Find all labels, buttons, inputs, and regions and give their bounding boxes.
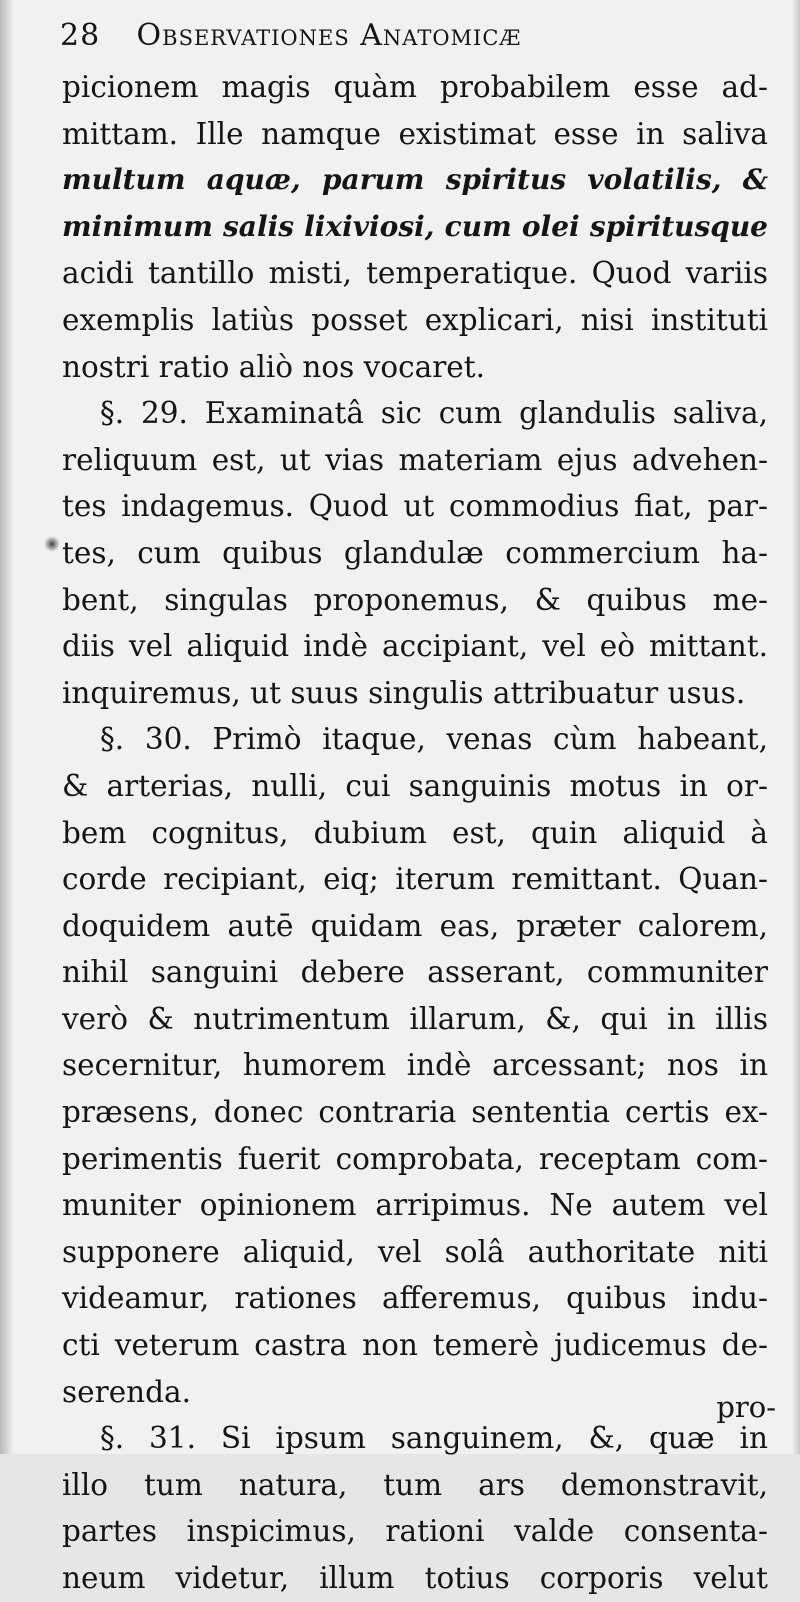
text-line: serenda. — [62, 1374, 192, 1409]
text-line: præsens, donec contraria sententia certis ex- — [62, 1095, 768, 1130]
text-line: tes indagemus. Quod ut commodius fiat, par- — [62, 489, 768, 524]
text-line: supponere aliquid, vel solâ authoritate niti — [62, 1234, 768, 1269]
section-31-start: §. 31. Si ipsum sanguinem, &, quæ in — [100, 1421, 768, 1456]
running-title: Observationes Anatomicæ — [136, 18, 522, 53]
text-line: nostri ratio aliò nos vocaret. — [62, 349, 485, 384]
text-line: & arterias, nulli, cui sanguinis motus in or- — [62, 768, 768, 803]
page-number: 28 — [60, 18, 101, 53]
text-line: inquiremus, ut suus singulis attribuatur usus. — [62, 675, 746, 710]
text-line: cti veterum castra non temerè judicemus de- — [62, 1328, 768, 1363]
text-line: videamur, rationes afferemus, quibus indu- — [62, 1281, 768, 1316]
section-29-start: §. 29. Examinatâ sic cum glandulis saliva, — [100, 396, 768, 431]
running-header — [60, 14, 760, 58]
text-line-italic: multum aquæ, parum spiritus volatilis, & — [62, 163, 768, 197]
text-line: verò & nutrimentum illarum, &, qui in illis — [62, 1001, 768, 1036]
text-line: diis vel aliquid indè accipiant, vel eò mittant. — [62, 629, 768, 664]
body-text — [62, 64, 768, 1602]
text-line: reliquum est, ut vias materiam ejus advehen- — [62, 442, 768, 477]
text-line: nihil sanguini debere asserant, communiter — [62, 955, 768, 990]
text-line: secernitur, humorem indè arcessant; nos in — [62, 1048, 768, 1083]
text-line: illo tum natura, tum ars demonstravit, — [62, 1467, 768, 1502]
text-line: bent, singulas proponemus, & quibus me- — [62, 582, 768, 617]
text-line: bem cognitus, dubium est, quin aliquid à — [62, 815, 768, 850]
text-line: picionem magis quàm probabilem esse ad- — [62, 70, 768, 104]
text-line: tes, cum quibus glandulæ commercium ha- — [62, 535, 768, 570]
text-line: exemplis latiùs posset explicari, nisi instituti — [62, 302, 768, 337]
text-line: corde recipiant, eiq; iterum remittant. Quan- — [62, 862, 768, 897]
section-30-start: §. 30. Primò itaque, venas cùm habeant, — [100, 722, 768, 757]
ink-blot — [44, 536, 60, 552]
text-line: doquidem autē quidam eas, præter calorem, — [62, 908, 768, 943]
text-line: neum videtur, illum totius corporis velut — [62, 1561, 768, 1595]
text-line: acidi tantillo misti, temperatique. Quod variis — [62, 256, 768, 291]
text-line: muniter opinionem arripimus. Ne autem vel — [62, 1188, 768, 1223]
text-line: perimentis fuerit comprobata, receptam com- — [62, 1141, 768, 1176]
text-line: partes inspicimus, rationi valde consenta- — [62, 1514, 768, 1549]
text-line-italic: minimum salis lixiviosi, cum olei spiritusque — [62, 209, 768, 243]
catchword: pro- — [716, 1390, 776, 1424]
text-line: mittam. Ille namque existimat esse in saliva — [62, 116, 768, 151]
